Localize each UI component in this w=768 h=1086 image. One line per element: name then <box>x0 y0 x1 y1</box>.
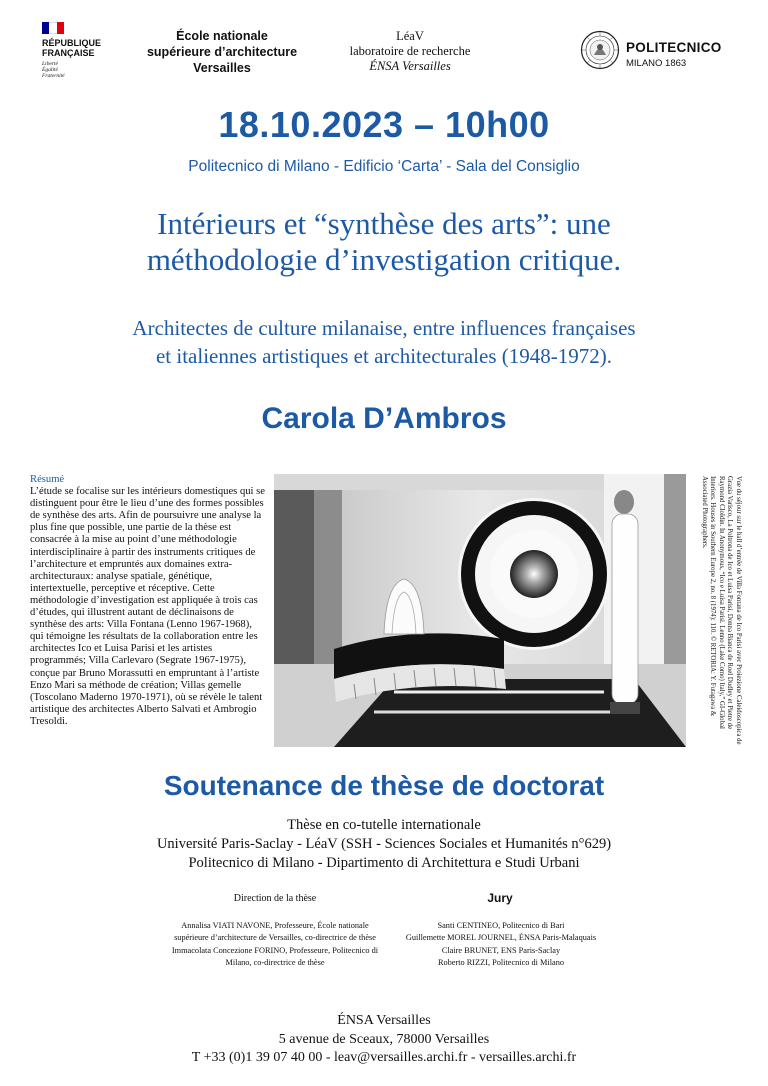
direction-line: Annalisa VIATI NAVONE, Professeure, École nationale <box>181 921 369 930</box>
politecnico-subtitle: MILANO 1863 <box>626 58 687 69</box>
event-date-time: 18.10.2023 – 10h00 <box>218 104 550 145</box>
politecnico-logo <box>580 30 745 76</box>
jury-list <box>396 920 606 969</box>
jury-member: Claire BRUNET, ENS Paris-Saclay <box>441 945 561 955</box>
resume-block <box>30 474 265 728</box>
thesis-subtitle-line1: Architectes de culture milanaise, entre influences françaises <box>132 316 636 340</box>
leav-line1: LéaV <box>396 29 424 43</box>
ensa-line1: École nationale <box>176 29 268 43</box>
cotutelle-line1: Thèse en co-tutelle internationale <box>287 817 481 833</box>
politecnico-seal-icon <box>580 30 620 70</box>
thesis-subtitle-line2: et italiennes artistiques et architecturales (1948-1972). <box>155 344 612 368</box>
republique-motto: Liberté Égalité Fraternité <box>42 61 65 79</box>
republique-francaise-logo <box>42 22 122 79</box>
cotutelle-line2: Université Paris-Saclay - LéaV (SSH - Sciences Sociales et Humanités n°629) <box>156 836 612 852</box>
direction-heading: Direction de la thèse <box>233 893 317 904</box>
footer-contact <box>0 1012 768 1068</box>
interior-photo <box>274 474 686 747</box>
jury-member: Guillemette MOREL JOURNEL, ÉNSA Paris-Malaquais <box>405 933 597 943</box>
resume-text: L’étude se focalise sur les intérieurs domestiques qui se distinguent pour être le lieu d’une des formes possibles de synthèse des arts. Afin de poursuivre une analyse la plus fine que possible, une partie de la thèse est consacrée à la mise au point d’une méthodologie interdisciplinaire à partir des instruments critiques de l’architecture et empruntés aux domaines extra-architecturaux: analyse spatiale, génétique, intertextuelle, perceptive et réceptive. Cette méthodologie d’investigation est appliquée à trois cas d’études, qui illustrent autant de déclinaisons de synthèse des arts: Villa Fontana (Lenno 1967-1968), qui témoigne les résultats de la collaboration entre les architectes Ico et Luisa Parisi et les artistes programmés; Villa Carlevaro (Segrate 1967-1975), conçue par Bruno Morassutti en empruntant à l’artiste Enzo Mari sa méthode de création; Villas gemelle (Toscolano Maderno 1970-1971), où se révèle le talent artistique des architectes Alberto Salvati et Ambrogio Tresoldi. <box>30 486 265 727</box>
politecnico-name: POLITECNICO <box>626 40 722 55</box>
ensa-line2: supérieure d’architecture <box>146 45 298 59</box>
direction-list <box>165 920 385 969</box>
jury-member: Santi CENTINEO, Politecnico di Bari <box>437 921 565 930</box>
footer-contact-line: T +33 (0)1 39 07 40 00 - leav@versailles.archi.fr - versailles.archi.fr <box>191 1050 577 1065</box>
defense-heading: Soutenance de thèse de doctorat <box>163 770 605 801</box>
ensa-line3: Versailles <box>193 61 251 75</box>
direction-line: Immacolata Concezione FORINO, Professeure, Politecnico di <box>171 945 379 955</box>
footer-institution: ÉNSA Versailles <box>337 1013 431 1028</box>
leav-logo <box>330 29 490 74</box>
cotutelle-block <box>0 816 768 873</box>
author-name: Carola D’Ambros <box>261 402 507 435</box>
resume-label: Résumé <box>30 474 65 485</box>
cotutelle-line3: Politecnico di Milano - Dipartimento di Architettura e Studi Urbani <box>188 855 580 871</box>
jury-heading: Jury <box>487 891 513 905</box>
ensa-versailles-logo <box>130 28 314 76</box>
thesis-title <box>20 206 748 278</box>
jury-member: Roberto RIZZI, Politecnico di Milano <box>437 957 565 967</box>
direction-line: supérieure d’architecture de Versailles, co-directrice de thèse <box>174 933 376 943</box>
photo-caption: Vue du séjour sur le hall d’entrée de Villa Fontana de Ico Parisi avec Proiezione Caleidoscopica de Grazia Varisco, La Poltrona de Ico et Luisa Parisi, Donna Bianca de Roel Dudley et Pietre de Raymond Cloldin. In Anonymous, “Ico e Luisa Parisi. Lenno (Lake Como) Italy,” GI-Global Interiors. Houses in Southern Europe 2, no. 8 (1974): 110. © RETORIA: Y. Futagawa & Associated Photographers. <box>700 476 742 745</box>
interior-photo-image <box>274 474 686 747</box>
thesis-title-line2: méthodologie d’investigation critique. <box>146 242 622 277</box>
footer-address: 5 avenue de Sceaux, 78000 Versailles <box>278 1031 490 1047</box>
leav-line2: laboratoire de recherche <box>349 44 471 58</box>
thesis-title-line1: Intérieurs et “synthèse des arts”: une <box>157 206 611 241</box>
french-flag-icon <box>42 22 64 34</box>
thesis-subtitle <box>30 314 738 370</box>
leav-line3: ÉNSA Versailles <box>369 59 451 73</box>
direction-line: Milano, co-directrice de thèse <box>225 957 325 967</box>
event-venue: Politecnico di Milano - Edificio ‘Carta’ - Sala del Consiglio <box>188 158 580 175</box>
republique-title: RÉPUBLIQUE FRANÇAISE <box>42 38 102 58</box>
